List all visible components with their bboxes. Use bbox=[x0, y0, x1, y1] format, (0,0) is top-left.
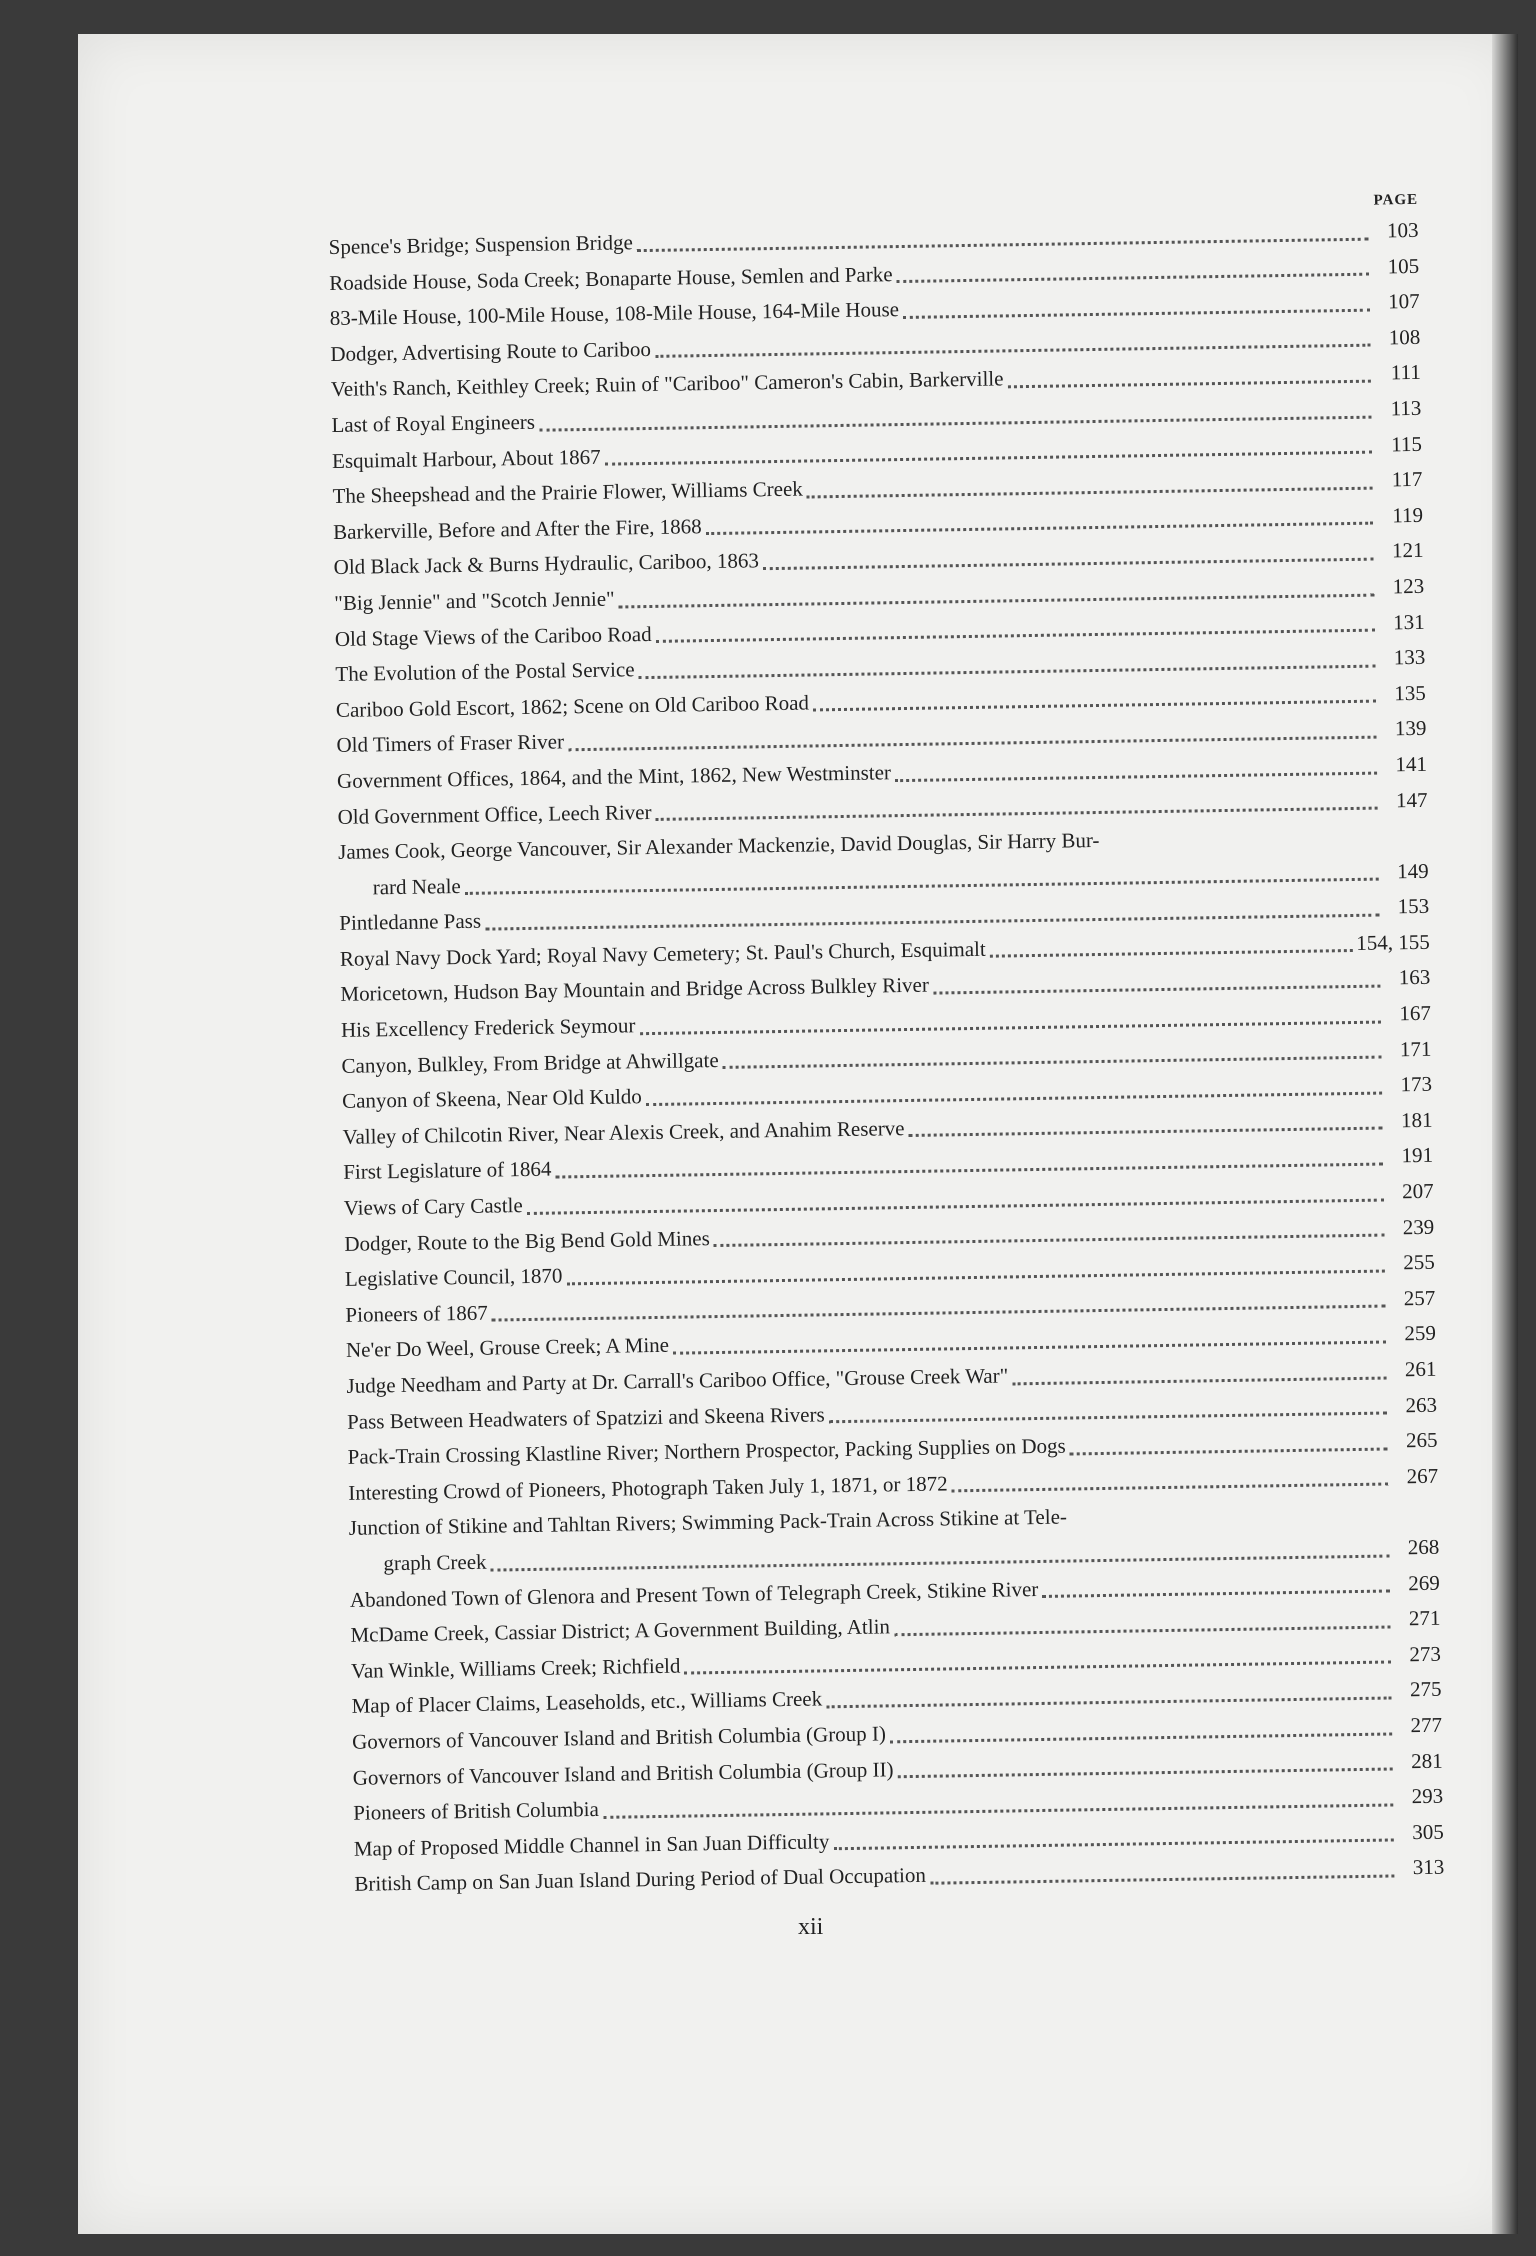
dot-leader bbox=[909, 1126, 1383, 1137]
entry-title: Pass Between Headwaters of Spatzizi and Skeena Rivers bbox=[346, 1401, 825, 1434]
entry-page-number: 273 bbox=[1409, 1641, 1442, 1666]
entry-title: The Evolution of the Postal Service bbox=[335, 657, 635, 687]
dot-leader bbox=[646, 1090, 1382, 1106]
entry-page-number: 269 bbox=[1408, 1570, 1440, 1595]
entry-title: "Big Jennie" and "Scotch Jennie" bbox=[334, 586, 615, 615]
entry-title: Old Timers of Fraser River bbox=[336, 729, 565, 758]
entry-page-number: 133 bbox=[1393, 644, 1426, 670]
dot-leader bbox=[706, 521, 1373, 535]
entry-page-number: 275 bbox=[1409, 1677, 1442, 1702]
entry-title: His Excellency Frederick Seymour bbox=[340, 1013, 636, 1042]
entry-title-continuation: graph Creek bbox=[383, 1549, 487, 1576]
dot-leader bbox=[933, 984, 1380, 995]
entry-page-number: 121 bbox=[1391, 538, 1424, 563]
dot-leader bbox=[763, 557, 1374, 571]
entry-title: 83-Mile House, 100-Mile House, 108-Mile House, 164-Mile House bbox=[329, 297, 900, 331]
entry-page-number: 141 bbox=[1395, 751, 1428, 777]
dot-leader bbox=[813, 699, 1376, 712]
entry-page-number: 149 bbox=[1396, 858, 1429, 883]
dot-leader bbox=[1012, 1375, 1386, 1385]
entry-title: Last of Royal Engineers bbox=[331, 409, 536, 437]
dot-leader bbox=[637, 236, 1369, 251]
entry-page-number: 147 bbox=[1395, 787, 1428, 812]
dot-leader bbox=[807, 485, 1373, 498]
dot-leader bbox=[605, 450, 1372, 466]
entry-page-number: 313 bbox=[1412, 1854, 1445, 1880]
entry-page-number: 103 bbox=[1386, 217, 1419, 243]
dot-leader bbox=[640, 1019, 1381, 1035]
dot-leader bbox=[897, 272, 1370, 283]
entry-page-number: 268 bbox=[1407, 1534, 1440, 1560]
entry-page-number: 107 bbox=[1387, 289, 1420, 314]
dot-leader bbox=[826, 1695, 1391, 1708]
entry-page-number: 111 bbox=[1390, 360, 1421, 385]
entry-page-number: 271 bbox=[1408, 1605, 1441, 1631]
dot-leader bbox=[895, 770, 1377, 782]
entry-page-number: 191 bbox=[1401, 1143, 1434, 1168]
entry-title: Moricetown, Hudson Bay Mountain and Bridge Across Bulkley River bbox=[340, 973, 930, 1007]
dot-leader bbox=[714, 1233, 1385, 1248]
entry-title: Dodger, Route to the Big Bend Gold Mines bbox=[344, 1225, 710, 1256]
entry-title: Interesting Crowd of Pioneers, Photograph Taken July 1, 1871, or 1872 bbox=[348, 1471, 948, 1505]
entry-page-number: 239 bbox=[1402, 1214, 1435, 1239]
entry-title: Governors of Vancouver Island and British Columbia (Group I) bbox=[351, 1721, 887, 1754]
entry-title: McDame Creek, Cassiar District; A Government Building, Atlin bbox=[350, 1614, 891, 1647]
dot-leader bbox=[673, 1340, 1386, 1355]
entry-page-number: 181 bbox=[1400, 1107, 1433, 1133]
illustrations-list bbox=[328, 187, 1445, 1903]
entry-title: Map of Placer Claims, Leaseholds, etc., Williams Creek bbox=[351, 1686, 823, 1719]
entry-title: Pioneers of British Columbia bbox=[353, 1797, 600, 1825]
entry-title-continuation: rard Neale bbox=[372, 873, 461, 900]
entry-page-number: 115 bbox=[1390, 431, 1423, 456]
entry-title: Views of Cary Castle bbox=[343, 1193, 523, 1220]
dot-leader bbox=[684, 1660, 1391, 1675]
entry-title: Old Government Office, Leech River bbox=[337, 799, 652, 829]
entry-page-number: 123 bbox=[1392, 573, 1425, 599]
entry-page-number: 305 bbox=[1412, 1819, 1444, 1844]
entry-page-number: 167 bbox=[1399, 1000, 1432, 1026]
dot-leader bbox=[894, 1624, 1390, 1636]
entry-title: Cariboo Gold Escort, 1862; Scene on Old Cariboo Road bbox=[335, 690, 810, 722]
dot-leader bbox=[1042, 1589, 1390, 1598]
entry-page-number: 277 bbox=[1410, 1712, 1443, 1738]
dot-leader bbox=[833, 1838, 1393, 1851]
entry-page-number: 257 bbox=[1403, 1285, 1436, 1311]
dot-leader bbox=[619, 592, 1375, 608]
dot-leader bbox=[829, 1411, 1387, 1424]
entry-title: Canyon, Bulkley, From Bridge at Ahwillgate bbox=[341, 1047, 719, 1078]
entry-page-number: 281 bbox=[1410, 1748, 1443, 1773]
entry-title: Legislative Council, 1870 bbox=[344, 1263, 563, 1292]
entry-title: Canyon of Skeena, Near Old Kuldo bbox=[341, 1084, 643, 1114]
entry-page-number: 263 bbox=[1405, 1392, 1438, 1417]
entry-page-number: 108 bbox=[1388, 324, 1421, 350]
entry-title: James Cook, George Vancouver, Sir Alexander Mackenzie, David Douglas, Sir Harry Bur- bbox=[337, 828, 1100, 865]
entry-page-number: 173 bbox=[1400, 1072, 1433, 1097]
entry-title: Ne'er Do Weel, Grouse Creek; A Mine bbox=[345, 1333, 670, 1363]
entry-title: First Legislature of 1864 bbox=[343, 1157, 552, 1185]
entry-page-number: 207 bbox=[1401, 1178, 1434, 1204]
entry-page-number: 255 bbox=[1403, 1249, 1435, 1275]
entry-title: Valley of Chilcotin River, Near Alexis Creek, and Anahim Reserve bbox=[342, 1115, 905, 1149]
entry-title: Royal Navy Dock Yard; Royal Navy Cemetery; St. Paul's Church, Esquimalt bbox=[339, 936, 986, 971]
dot-leader bbox=[655, 343, 1370, 358]
entry-page-number: 113 bbox=[1390, 395, 1422, 421]
entry-title: Esquimalt Harbour, About 1867 bbox=[331, 444, 601, 473]
dot-leader bbox=[1008, 379, 1371, 389]
entry-title: Veith's Ranch, Keithley Creek; Ruin of "Cariboo" Cameron's Cabin, Barkerville bbox=[330, 366, 1004, 402]
entry-page-number: 171 bbox=[1399, 1036, 1432, 1061]
page-folio: xii bbox=[798, 1914, 824, 1940]
entry-title: Dodger, Advertising Route to Cariboo bbox=[330, 336, 652, 366]
page-column-header: PAGE bbox=[1373, 191, 1419, 209]
entry-title: Spence's Bridge; Suspension Bridge bbox=[328, 230, 633, 259]
dot-leader bbox=[903, 307, 1370, 318]
entry-title: Pintledanne Pass bbox=[339, 908, 482, 936]
entry-page-number: 117 bbox=[1391, 467, 1423, 492]
entry-title: Judge Needham and Party at Dr. Carrall's Cariboo Office, "Grouse Creek War" bbox=[346, 1363, 1009, 1398]
dot-leader bbox=[990, 948, 1353, 958]
entry-title: Old Black Jack & Burns Hydraulic, Cariboo, 1863 bbox=[333, 548, 760, 580]
entry-title: Junction of Stikine and Tahltan Rivers; Swimming Pack-Train Across Stikine at Tele- bbox=[348, 1504, 1068, 1541]
entry-title: Governors of Vancouver Island and British Columbia (Group II) bbox=[352, 1756, 894, 1790]
entry-page-number: 105 bbox=[1387, 253, 1420, 278]
entry-page-number: 265 bbox=[1405, 1427, 1438, 1453]
dot-leader bbox=[898, 1767, 1393, 1779]
entry-page-number: 139 bbox=[1394, 716, 1427, 741]
entry-title: Government Offices, 1864, and the Mint, 1862, New Westminster bbox=[336, 760, 892, 793]
entry-title: Abandoned Town of Glenora and Present Town of Telegraph Creek, Stikine River bbox=[349, 1576, 1039, 1612]
entry-title: Roadside House, Soda Creek; Bonaparte House, Semlen and Parke bbox=[329, 261, 893, 295]
entry-page-number: 131 bbox=[1393, 609, 1425, 634]
dot-leader bbox=[639, 663, 1376, 679]
entry-page-number: 259 bbox=[1404, 1321, 1437, 1346]
page-edge bbox=[1492, 34, 1518, 2234]
dot-leader bbox=[656, 628, 1375, 643]
book-page bbox=[78, 34, 1518, 2234]
entry-page-number: 119 bbox=[1392, 502, 1424, 528]
dot-leader bbox=[1070, 1446, 1388, 1455]
entry-page-number: 261 bbox=[1404, 1356, 1437, 1382]
entry-page-number: 135 bbox=[1394, 680, 1426, 706]
entry-title: Barkerville, Before and After the Fire, 1868 bbox=[332, 513, 702, 544]
entry-title: British Camp on San Juan Island During Period of Dual Occupation bbox=[354, 1863, 927, 1897]
dot-leader bbox=[930, 1873, 1394, 1884]
entry-title: Pack-Train Crossing Klastline River; Northern Prospector, Packing Supplies on Dogs bbox=[347, 1433, 1066, 1470]
entry-page-number: 153 bbox=[1397, 894, 1430, 919]
dot-leader bbox=[723, 1055, 1382, 1069]
dot-leader bbox=[952, 1482, 1389, 1493]
entry-page-number: 293 bbox=[1411, 1783, 1444, 1809]
entry-title: Van Winkle, Williams Creek; Richfield bbox=[350, 1653, 681, 1683]
entry-title: Old Stage Views of the Cariboo Road bbox=[334, 621, 652, 651]
entry-page-number: 154, 155 bbox=[1356, 929, 1430, 955]
entry-title: The Sheepshead and the Prairie Flower, Williams Creek bbox=[332, 476, 804, 509]
dot-leader bbox=[890, 1731, 1392, 1743]
entry-title: Pioneers of 1867 bbox=[345, 1300, 488, 1327]
entry-page-number: 163 bbox=[1398, 965, 1431, 990]
entry-page-number: 267 bbox=[1406, 1463, 1439, 1488]
dot-leader bbox=[656, 806, 1378, 821]
entry-title: Map of Proposed Middle Channel in San Juan Difficulty bbox=[353, 1829, 830, 1861]
